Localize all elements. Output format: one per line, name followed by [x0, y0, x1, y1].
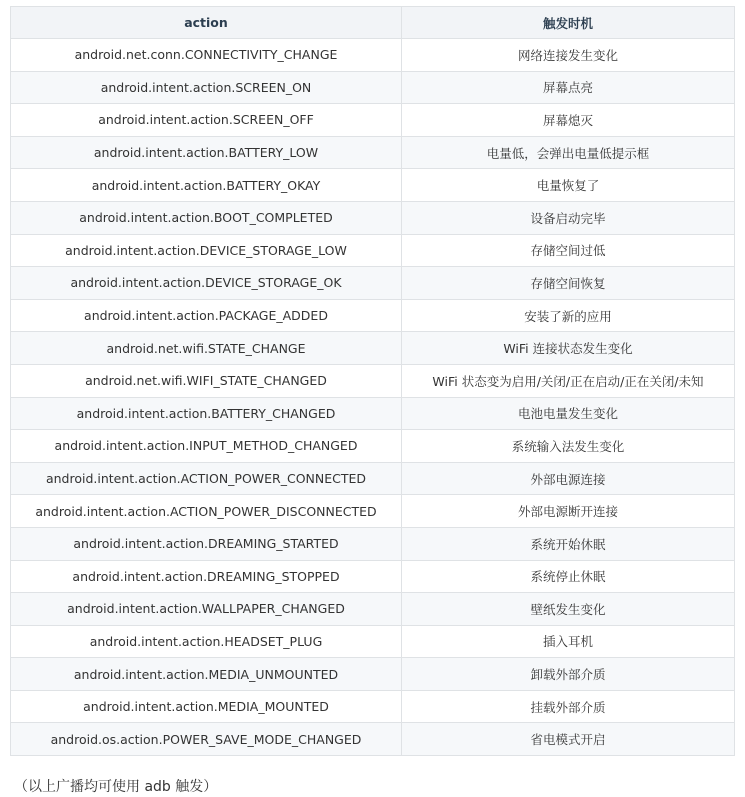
table-row	[11, 690, 735, 723]
table-row	[11, 267, 735, 300]
table-row	[11, 169, 735, 202]
table-row	[11, 625, 735, 658]
table-header-row	[11, 7, 735, 39]
action-cell: android.intent.action.BATTERY_LOW	[11, 136, 402, 169]
table-row	[11, 560, 735, 593]
trigger-timing-cell: 系统开始休眠	[402, 527, 735, 560]
table-row	[11, 332, 735, 365]
action-cell: android.intent.action.DREAMING_STARTED	[11, 527, 402, 560]
action-cell: android.intent.action.DEVICE_STORAGE_OK	[11, 267, 402, 300]
action-cell: android.intent.action.INPUT_METHOD_CHANGED	[11, 430, 402, 463]
trigger-timing-cell: 卸载外部介质	[402, 658, 735, 691]
trigger-timing-cell: 电量恢复了	[402, 169, 735, 202]
trigger-timing-cell: 插入耳机	[402, 625, 735, 658]
column-header-action: action	[11, 7, 402, 39]
trigger-timing-cell: 系统输入法发生变化	[402, 430, 735, 463]
action-cell: android.intent.action.SCREEN_OFF	[11, 104, 402, 137]
action-cell: android.intent.action.DEVICE_STORAGE_LOW	[11, 234, 402, 267]
action-cell: android.intent.action.DREAMING_STOPPED	[11, 560, 402, 593]
action-cell: android.os.action.POWER_SAVE_MODE_CHANGED	[11, 723, 402, 756]
trigger-timing-cell: 挂载外部介质	[402, 690, 735, 723]
action-cell: android.net.wifi.STATE_CHANGE	[11, 332, 402, 365]
trigger-timing-cell: 安装了新的应用	[402, 299, 735, 332]
table-row	[11, 234, 735, 267]
trigger-timing-cell: WiFi 连接状态发生变化	[402, 332, 735, 365]
table-row	[11, 723, 735, 756]
table-row	[11, 495, 735, 528]
trigger-timing-cell: 存储空间过低	[402, 234, 735, 267]
action-cell: android.intent.action.BOOT_COMPLETED	[11, 201, 402, 234]
table-row	[11, 397, 735, 430]
table-row	[11, 201, 735, 234]
trigger-timing-cell: 外部电源断开连接	[402, 495, 735, 528]
table-row	[11, 527, 735, 560]
table-row	[11, 658, 735, 691]
column-header-trigger-timing: 触发时机	[402, 7, 735, 39]
trigger-timing-cell: WiFi 状态变为启用/关闭/正在启动/正在关闭/未知	[402, 364, 735, 397]
trigger-timing-cell: 设备启动完毕	[402, 201, 735, 234]
action-cell: android.intent.action.MEDIA_UNMOUNTED	[11, 658, 402, 691]
trigger-timing-cell: 存储空间恢复	[402, 267, 735, 300]
table-row	[11, 430, 735, 463]
action-cell: android.net.wifi.WIFI_STATE_CHANGED	[11, 364, 402, 397]
table-body	[11, 39, 735, 756]
action-cell: android.intent.action.HEADSET_PLUG	[11, 625, 402, 658]
table-row	[11, 39, 735, 72]
trigger-timing-cell: 屏幕熄灭	[402, 104, 735, 137]
trigger-timing-cell: 壁纸发生变化	[402, 593, 735, 626]
action-cell: android.intent.action.MEDIA_MOUNTED	[11, 690, 402, 723]
broadcast-action-table	[10, 6, 735, 756]
trigger-timing-cell: 屏幕点亮	[402, 71, 735, 104]
table-row	[11, 364, 735, 397]
action-cell: android.intent.action.ACTION_POWER_DISCONNECTED	[11, 495, 402, 528]
table-header	[11, 7, 735, 39]
broadcast-action-table-container	[10, 6, 734, 756]
action-cell: android.intent.action.SCREEN_ON	[11, 71, 402, 104]
action-cell: android.intent.action.ACTION_POWER_CONNECTED	[11, 462, 402, 495]
footnote: （以上广播均可使用 adb 触发）	[14, 779, 218, 795]
table-row	[11, 136, 735, 169]
table-row	[11, 462, 735, 495]
action-cell: android.intent.action.BATTERY_OKAY	[11, 169, 402, 202]
action-cell: android.intent.action.PACKAGE_ADDED	[11, 299, 402, 332]
trigger-timing-cell: 网络连接发生变化	[402, 39, 735, 72]
trigger-timing-cell: 外部电源连接	[402, 462, 735, 495]
trigger-timing-cell: 电池电量发生变化	[402, 397, 735, 430]
trigger-timing-cell: 系统停止休眠	[402, 560, 735, 593]
table-row	[11, 71, 735, 104]
trigger-timing-cell: 省电模式开启	[402, 723, 735, 756]
table-row	[11, 104, 735, 137]
table-row	[11, 593, 735, 626]
action-cell: android.net.conn.CONNECTIVITY_CHANGE	[11, 39, 402, 72]
table-row	[11, 299, 735, 332]
trigger-timing-cell: 电量低，会弹出电量低提示框	[402, 136, 735, 169]
action-cell: android.intent.action.BATTERY_CHANGED	[11, 397, 402, 430]
action-cell: android.intent.action.WALLPAPER_CHANGED	[11, 593, 402, 626]
